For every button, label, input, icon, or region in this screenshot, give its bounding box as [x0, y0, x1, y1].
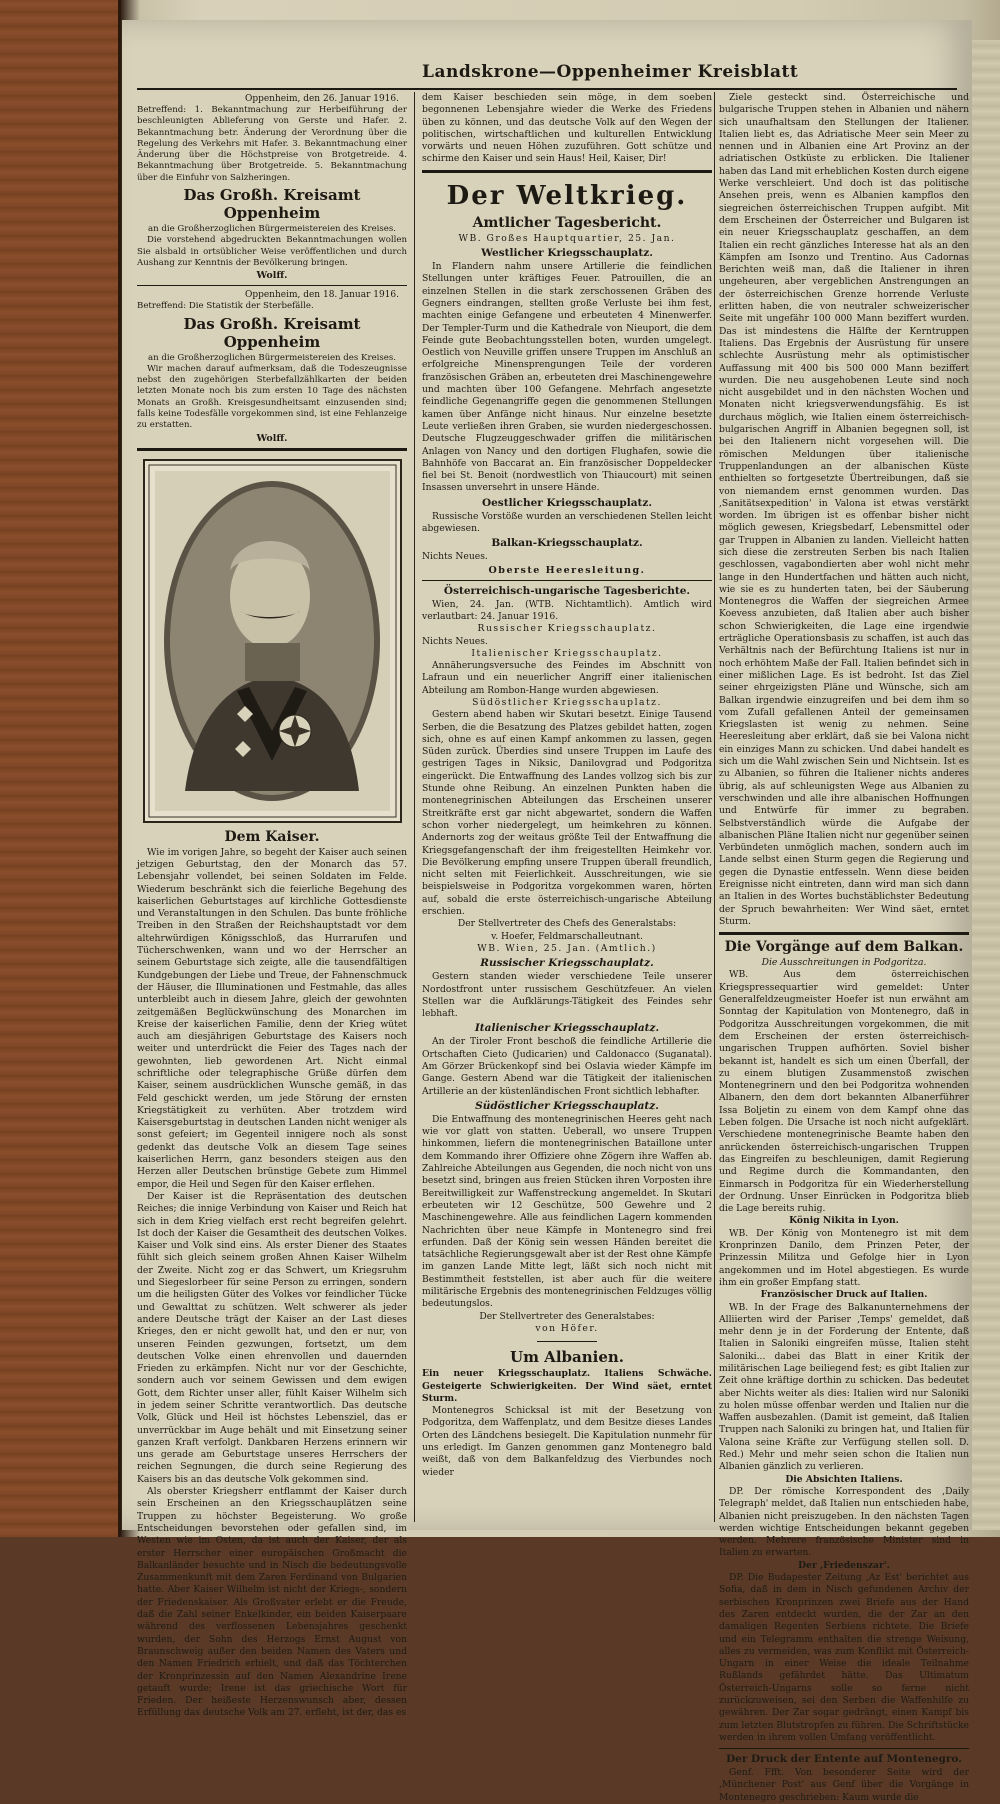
rus1-heading: Russischer Kriegsschauplatz. — [477, 623, 657, 635]
rus1-text: Nichts Neues. — [422, 635, 488, 647]
column-divider-2 — [714, 92, 715, 1522]
absichten-heading: Die Absichten Italiens. — [785, 1473, 903, 1485]
kaiser-paragraph-3: Als oberster Kriegsherr entflammt der Kaiser durch sein Erscheinen an den Kriegsschauplätzen seine Truppen zu höchster Begeisterung. Wo große Entscheidungen bevorstehen oder gefallen sind, im Westen wie im Osten, da ist auch der Kaiser, der als erster Herrscher einer europäischen Großmacht die Balkanländer besuchte und in Nisch die bedeutungsvolle Zusammenkunft mit dem Zaren Ferdinand von Bulgarien hatte. Aber Kaiser Wilhelm ist nicht der Kriegs-, sondern der Friedenskaiser. Als Großvater erlebt er die Freude, daß die Zahl seiner Enkelkinder, ein beiden Kaiserpaare während des verflossenen Lebensjahres geschenkt wurden, der Sohn des Herzogs Ernst August von Braunschweig außer den beiden Namen des Vaters und den Namen Friedrich erhielt, und daß das Töchterchen der Kronprinzessin auf den Namen Alexandrine Irene getauft wurde; Irene ist das griechische Wort für Frieden. Der heißeste Herzenswunsch aber, dessen Erfüllung das deutsche Volk am 27. erfleht, ist der, das es — [137, 1486, 407, 1719]
kaiser-portrait-illustration — [145, 461, 400, 821]
stv1-name: v. Hoefer, Feldmarschalleutnant. — [491, 930, 643, 942]
absichten-text: DP. Der römische Korrespondent des ,Daily Telegraph' meldet, daß Italien nun entschieden habe, Albanien nicht preiszugeben. In den nächsten Tagen werden wichtige Entscheidungen bekannt gegeben werden. Mehrere französische Minister sind in Italien zu erwarten. — [719, 1485, 969, 1559]
hauptquartier-line: WB. Großes Hauptquartier, 25. Jan. — [458, 232, 676, 244]
franz-druck-text: WB. In der Frage des Balkanunternehmens der Alliierten wird der Pariser ,Temps' gemeldet, daß mehr denn je in der Forderung der Entente, daß Italien in Saloniki eingreifen müsse, Italien steht Saloniki... dabei das Blatt in einer Kritik der militärischen Lage beiliegend fest; es gibt Italien zur Zeit ohne kräftige dorthin zu schicken. Das bedeutet aber Nichts weiter als dies: Italien wird nur Saloniki zu holen müsse offenbar werden und Italien nur die Waffen ausbezahlen. (Damit ist gemeint, daß Italien Truppen nach Saloniki zu bringen hat, und Italien für Valona seine Kräfte zur Verfügung stellen soll. D. Red.) Mehr und mehr seien schon die Italien nun Albanien gänzlich zu verlieren. — [719, 1301, 969, 1473]
sued2-text: Die Entwaffnung des montenegrinischen Heeres geht nach wie vor glatt von statten. Ueberall, wo unsere Truppen hinkommen, liefern die montenegrinischen Bataillone unter dem Kommando ihrer Offiziere ohne Zögern ihre Waffen ab. Zahlreiche Abteilungen aus Gegenden, die noch nicht von uns besetzt sind, bringen aus freien Stücken ihren Vorposten ihre Bereitwilligkeit zur Waffenstreckung angemeldet. In Skutari erbeuteten wir 12 Geschütze, 500 Gewehre und 2 Maschinengewehre. Alle aus feindlichen Lagern kommenden Nachrichten über neue Kämpfe in Montenegro sind frei erfunden. Daß der König sein wessen Händen bereitet die tatsächliche Regierungsgewalt aber ist der Rest ohne Kämpfe im ganzen Lande Mitte legt, läßt sich noch nicht mit Bestimmtheit feststellen, ist aber auch für die weitere militärische Ergebnis des montenegrinischen Feldzuges völlig bedeutungslos. — [422, 1113, 712, 1310]
book-spine — [0, 0, 121, 1537]
kaiser-continued-text: dem Kaiser beschieden sein möge, in dem soeben begonnenen Lebensjahre wieder die Werke des Friedens üben zu können, und das deutsche Volk auf den Wegen der politischen, wirtschaftlichen und kulturellen Entwicklung vorwärts und neuen Höhen zuzuführen. Gott schütze und schirme den Kaiser und sein Haus! Heil, Kaiser, Dir! — [422, 92, 712, 165]
albanien-divider — [537, 1341, 597, 1342]
weltkrieg-heading: Der Weltkrieg. — [446, 180, 688, 211]
masthead-rule — [137, 88, 957, 90]
sued2-heading: Südöstlicher Kriegsschauplatz. — [475, 1099, 659, 1112]
ost-heading: Oestlicher Kriegsschauplatz. — [481, 496, 653, 509]
sued1-heading: Südöstlicher Kriegsschauplatz. — [472, 696, 662, 708]
notice-divider — [137, 285, 407, 286]
oberste-heeresleitung: Oberste Heeresleitung. — [488, 564, 646, 576]
notice2-signature: Wolff. — [256, 432, 288, 444]
balkan-heading: Balkan-Kriegsschauplatz. — [491, 537, 643, 550]
kaiser-heading: Dem Kaiser. — [224, 828, 320, 845]
ital1-text: Annäherungsversuche des Feindes im Abschnitt von Lafraun und ein neuerlicher Angriff einer italienischen Abteilung am Rombon-Hange wurden abgewiesen. — [422, 660, 712, 696]
albanien-heading: Um Albanien. — [510, 1348, 624, 1367]
oeu-heading: Österreichisch-ungarische Tagesberichte. — [443, 584, 691, 597]
notice2-betreff: Betreffend: Die Statistik der Sterbefälle. — [137, 301, 314, 312]
ital2-text: An der Tiroler Front beschoß die feindliche Artillerie die Ortschaften Cieto (Judicarien) und Caldonacco (Suganatal). Am Görzer Brückenkopf sind bei Oslavia wieder Kämpfe im Gange. Gestern Abend war die Tätigkeit der italienischen Artillerie an der küstenländischen Front sichtlich lebhafter. — [422, 1036, 712, 1097]
column-3 — [719, 92, 969, 1804]
nikita-heading: König Nikita in Lyon. — [789, 1215, 899, 1227]
albanien-continued-text: Ziele gesteckt sind. Österreichische und bulgarische Truppen stehen in Albanien und nähern sich unaufhaltsam den Stellungen der Italiener. Italien liebt es, das Adriatische Meer sein Meer zu nennen und in Albanien eine Art Provinz an der adriatischen Ostküste zu erblicken. Die Italiener haben das Land mit erheblichen Kosten durch eigene Werke verschleiert. Und doch ist das politische Ansehen preis, wenn es Albanien kampflos den siegreichen österreichischen Truppen aufgibt. Mit dem Erscheinen der Österreicher und Bulgaren ist ein neuer Kriegsschauplatz geschaffen, an dem Italien ein recht gänzliches Interesse hat als an den Kämpfen am Isonzo und Trentino. Aus Cadornas Berichten weiß man, daß die Italiener in ihren ungeheuren, aber vergeblichen Anstrengungen an der österreichischen Grenze horrende Verluste erlitten haben, die von neutraler schweizerischer Seite mit ungefähr 100 000 Mann beziffert wurden. Das ist mindestens die Hälfte der Kerntruppen Italiens. Das Ergebnis der Ausrüstung für unsere schlechte Ausrüstung mehr als optimistischer Auffassung mit 400 bis 500 000 Mann beziffert wurden. Die neu ausgehobenen Leute sind noch nicht ausgebildet und in den nächsten Wochen und Monaten nicht kriegsverwendungsfähig. Es ist durchaus möglich, wie Italien einem österreichisch-bulgarischen Angriff in Albanien begegnen soll, ist bei den Italienern nicht vorgesehen will. Die römischen Meldungen über italienische Truppenlandungen an der albanischen Küste enthielten so fortgesetzte Übertreibungen, daß sie von niemandem ernst genommen wurden. Das ,Sanitätsexpedition' in Valona ist etwas verstärkt worden. Im übrigen ist es offenbar bisher nicht möglich gewesen, Kriegsbedarf, Lebensmittel oder gar Truppen in Albanien zu landen. Vielleicht hatten sich diese die zerstreuten Serben bis nach Italien geschlossen, vagabondierten aber wohl nicht mehr lange in den Hundertfachen und hätten auch nicht, wie sie es zu hunderten taten, bei der Säuberung Montenegros die Waffen der siegreichen Armee Koevess anzubieten, daß Italien aber auch bisher schon Schwierigkeiten, die Lage eine irgendwie erträgliche Operationsbasis zu schaffen, ist auch das Verhältnis nach der Befürchtung Italiens ist nur in noch erhöhtem Maße der Fall. Italien befindet sich in einer mißlichen Lage. Es ist bedroht. Ist das Ziel seiner ehrgeizigsten Pläne und Wünsche, sich am Balkan irgendwie einzugreifen und bei dem ihm so vom Zufall gefallenen Anteil der gemeinsamen Kriegslasten ist wenig zu nehmen. Seine Heeresleitung aber erklärt, daß sie bei Valona nicht ein einziges Mann zu schicken. Und dabei handelt es sich um die Wahl zwischen Sein und Nichtsein. Ist es zu Albanien, so führen die Italiener nichts anderes übrig, als auf schleunigsten Wege aus Albanien zu verschwinden und alle ihre albanischen Hoffnungen und Entwürfe für immer zu begraben. Selbstverständlich würde die Aufgabe der albanischen Pläne Italien nicht nur gegenüber seinen Verbündeten unmöglich machen, sondern auch im Lande selbst einen Sturm gegen die Regierung und gegen die Dynastie entfesseln. Wenn diese beiden Ereignisse nicht eintreten, dann wird man sich dann an Italien in des Wortes buchstäblichster Bedeutung der Spruch bewahrheiten: Wer Wind säet, erntet Sturm. — [719, 92, 969, 927]
rus2-heading: Russischer Kriegsschauplatz. — [480, 957, 654, 970]
franz-druck-heading: Französischer Druck auf Italien. — [760, 1289, 928, 1301]
stv1-label: Der Stellvertreter des Chefs des Generalstabs: — [457, 918, 677, 930]
notice1-date: Oppenheim, den 26. Januar 1916. — [244, 94, 399, 104]
notice2-heading: Das Großh. Kreisamt Oppenheim — [183, 314, 361, 351]
kaiser-portrait — [143, 459, 402, 823]
ausschreitungen-heading: Die Ausschreitungen in Podgoritza. — [761, 957, 927, 969]
ital2-heading: Italienischer Kriegsschauplatz. — [474, 1022, 660, 1035]
balkan-top-rule — [719, 932, 969, 935]
vorgaenge-heading: Die Vorgänge auf dem Balkan. — [724, 939, 964, 956]
west-text: In Flandern nahm unsere Artillerie die feindlichen Stellungen unter kräftiges Feuer. Patrouillen, die an einzelnen Stellen in die stark zerschossenen Gräben des Gegners eindrangen, stellten große Verluste bei ihm fest, machten einige Gefangene und erbeuteten 4 Minenwerfer. Der Templer-Turm und die Kathedrale von Nieuport, die dem Feinde gute Beobachtungsstellen boten, wurden umgelegt. Oestlich von Neuville griffen unsere Truppen im Anschluß an erfolgreiche Minensprengungen Teile der vorderen französischen Gräben an, erbeuteten drei Maschinengewehre und machten über 100 Gefangene. Mehrfach angesetzte feindliche Gegenangriffe gegen die genommenen Stellungen kamen über Anfänge nicht hinaus. Nur einzelne besetzte Leute verließen ihren Graben, sie wurden niedergeschossen. Deutsche Flugzeuggeschwader griffen die militärischen Anlagen von Nancy und den dortigen Flughafen, sowie die Bahnhöfe von Baccarat an. Ein französischer Doppeldecker fiel bei St. Benoit (nordwestlich von Thiaucourt) mit seinen Insassen unversehrt in unsere Hände. — [422, 261, 712, 494]
notice1-recipient: an die Großherzoglichen Bürgermeistereien des Kreises. — [147, 224, 397, 235]
portrait-top-rule — [137, 448, 407, 451]
druck-divider — [719, 1748, 969, 1749]
column-2 — [422, 92, 712, 1479]
albanien-text: Montenegros Schicksal ist mit der Besetzung von Podgoritza, dem Waffenplatz, und dem Besitze dieses Landes Orten des Ländchens besiegelt. Die Kapitulation nunmehr für uns erledigt. Im Ganzen genommen ganz Montenegro bald weißt, daß von dem Balkanfeldzug des Vierbundes noch wieder — [422, 1405, 712, 1478]
druck-entente-text: Genf. Ffft. Von besonderer Seite wird der ,Münchener Post' aus Genf über die Vorgänge in Montenegro geschrieben: Kaum wurde die — [719, 1767, 969, 1803]
nikita-text: WB. Der König von Montenegro ist mit dem Kronprinzen Danilo, dem Prinzen Peter, der Prinzessin Militza und Gefolge hier in Lyon angekommen und im Hotel abgestiegen. Es wurde ihm ein großer Empfang statt. — [719, 1227, 969, 1288]
stv2-name: von Höfer. — [535, 1322, 599, 1334]
notice2-body: Wir machen darauf aufmerksam, daß die Todeszeugnisse nebst den zugehörigen Sterbefallzählkarten der beiden letzten Monate noch bis zum ersten 10 Tage des nächsten Monats an Großh. Kreisgesundheitsamt einzusenden sind; falls keine Todesfälle vorgekommen sind, ist eine Fehlanzeige zu erstatten. — [137, 363, 407, 431]
notice1-body: Die vorstehend abgedruckten Bekanntmachungen wollen Sie alsbald in ortsüblicher Weise veröffentlichen und durch Aushang zur Kenntnis der Bevölkerung bringen. — [137, 235, 407, 268]
sued1-text: Gestern abend haben wir Skutari besetzt. Einige Tausend Serben, die die Besatzung des Platzes gebildet hatten, zogen sich, ohne es auf einen Kampf ankommen zu lassen, gegen Süden zurück. Überdies sind unsere Truppen im Laufe des gestrigen Tages in Niksic, Danilovgrad und Podgoritza eingerückt. Die Entwaffnung des Landes vollzog sich bis zur Stunde ohne Reibung. An einzelnen Punkten haben die montenegrinischen Abteilungen das Erscheinen unserer Streitkräfte erst gar nicht abgewartet, sondern die Waffen schon vorher niedergelegt, um heimkehren zu können. Andernorts zog der weitaus größte Teil der Entwaffnung die Kriegsgefangenschaft der ihm freigestellten Heimkehr vor. Die Bevölkerung empfing unsere Truppen überall freundlich, nicht selten mit Feierlichkeit. Ausschreitungen, wie sie beispielsweise in Podgoritza vorgekommen waren, hörten auf, sobald die erste österreichisch-ungarische Abteilung erschien. — [422, 709, 712, 918]
notice1-heading: Das Großh. Kreisamt Oppenheim — [183, 186, 361, 223]
masthead: Landskrone—Oppenheimer Kreisblatt — [422, 62, 799, 82]
wb2-line: WB. Wien, 25. Jan. (Amtlich.) — [477, 942, 657, 954]
ost-text: Russische Vorstöße wurden an verschiedenen Stellen leicht abgewiesen. — [422, 510, 712, 535]
notice1-betreff: Betreffend: 1. Bekanntmachung zur Herbeiführung der beschleunigten Ablieferung von Gerste und Hafer. 2. Bekanntmachung betr. Änderung der Verordnung über die Regelung des Verkehrs mit Hafer. 3. Bekanntmachung einer Änderung über die Höchstpreise von Brotgetreide. 4. Bekanntmachung über Brotgetreide. 5. Bekanntmachung über die Einfuhr von Salzheringen. — [137, 105, 407, 183]
oeu-divider — [422, 580, 712, 581]
kaiser-paragraph-1: Wie im vorigen Jahre, so begeht der Kaiser auch seinen jetzigen Geburtstag, den der Monarch das 57. Lebensjahr vollendet, bei seinen Soldaten im Felde. Wiederum beschränkt sich die feierliche Begehung des kaiserlichen Geburtstages auf kirchliche Gottesdienste und Veranstaltungen in den Schulen. Das bunte fröhliche Treiben in den Straßen der Reichshauptstadt vor dem altehrwürdigen Königsschloß, das Hurrarufen und Tücherschwenken, wann und wo der Herrscher an seinem Geburtstage sich zeigte, alle die tausendfältigen Kundgebungen der Liebe und Treue, der Fahnenschmuck der Häuser, die Illuminationen und Festmahle, das alles unterbleibt auch in diesem Jahre, gleich der gewohnten zeitgemäßen Beglückwünschung des Monarchen im Kreise der kaiserlichen Familie, denn der Krieg wütet auch am diesjährigen Geburtstage des Kaisers noch weiter und unterdrückt die Feier des Tages nach der gewohnten, lieb gewordenen Art. Nicht einmal schriftliche oder telegraphische Grüße dürfen dem Kaiser, seinem ausdrücklichen Wunsche gemäß, in das Feld geschickt werden, um jede Störung der ernsten Kriegstätigkeit zu verhüten. Aber trotzdem wird Kaisersgeburtstag in deutschen Landen nicht weniger als sonst gefeiert; im Gegenteil innigere noch als sonst gedenkt das deutsche Volk an diesem Tage seines kaiserlichen Herrn, ganz besonders steigen aus den Herzen aller Deutschen brünstige Gebete zum Himmel empor, die Heil und Segen für den Kaiser erflehen. — [137, 846, 407, 1190]
notice2-recipient: an die Großherzoglichen Bürgermeistereien des Kreises. — [147, 352, 397, 363]
notice2-date: Oppenheim, den 18. Januar 1916. — [244, 290, 399, 301]
friedenszar-heading: Der ,Friedenszar'. — [798, 1559, 890, 1571]
column-divider-1 — [414, 92, 415, 1522]
newspaper-page — [122, 20, 972, 1803]
rus2-text: Gestern standen wieder verschiedene Teile unserer Nordostfront unter russischem Geschützfeuer. An vielen Stellen war die Aufklärungs-Tätigkeit des Feindes sehr lebhaft. — [422, 971, 712, 1020]
kaiser-paragraph-2: Der Kaiser ist die Repräsentation des deutschen Reiches; die innige Verbindung von Kaiser und Reich hat sich in dem Krieg vielfach erst recht begreifen gelehrt. Ist doch der Kaiser die Gesamtheit des deutschen Volkes. Kaiser und Volk sind eins. Als erster Diener des Staates fühlt sich gleich seinem großen Ahnen Kaiser Wilhelm der Zweite. Nicht zog er das Schwert, um Kriegsruhm und Siegeslorbeer für seine Person zu erringen, sondern um die heiligsten Güter des Volkes vor feindlicher Tücke und Gewalttat zu schützen. Welt schwerer als jeder andere Deutsche trägt der Kaiser an der Last dieses Krieges, den er nicht gewollt hat, und den er nur, von unseren Feinden gezwungen, fortsetzt, um dem deutschen Volke einen ehrenvollen und dauernden Frieden zu erkämpfen. Nicht nur vor der Geschichte, sondern auch vor seinem Gewissen und dem ewigen Gott, dem Richter unser aller, fühlt Kaiser Wilhelm sich in jedem seiner Schritte verantwortlich. Das deutsche Volk, Glück und Heil ist höchstes Lebensziel, das er unverrückbar im Auge behält und mit Einsetzung seiner ganzen Kraft verfolgt. Dankbaren Herzens erinnern wir uns gerade am Geburtstage unseres Herrschers der reichen Segnungen, die durch seine Regierung des Kaisers bis an das deutsche Volk gekommen sind. — [137, 1190, 407, 1485]
friedenszar-text: DP. Die Budapester Zeitung ,Az Est' berichtet aus Sofia, daß in dem in Nisch gefundenen Archiv der serbischen Kronprinzen zwei Briefe aus der Hand des Zaren entdeckt wurden, die der Zar an den damaligen Regenten Serbiens richtete. Die Briefe und ein Telegramm enthalten die strenge Weisung, alles zu vermeiden, was zum Konflikt mit Österreich-Ungarn in einer Weise die ideale Teilnahme Rußlands gefährdet hätte. Das Ultimatum Österreich-Ungarns solle so ferne nicht zurückzuweisen, sei den Serben die Waffenhilfe zu gewähren. Der Zar sogar gedrängt, einen Kampf bis zum letzten Blutstropfen zu führen. Die Schriftstücke werden in ihrem vollen Umfang veröffentlicht. — [719, 1572, 969, 1743]
druck-entente-heading: Der Druck der Entente auf Montenegro. — [726, 1753, 962, 1766]
tagesbericht-heading: Amtlicher Tagesbericht. — [472, 214, 662, 231]
west-heading: Westlicher Kriegsschauplatz. — [481, 247, 653, 260]
stv2-label: Der Stellvertreter des Generalstabes: — [479, 1310, 655, 1322]
balkan-text: Nichts Neues. — [422, 551, 488, 563]
ausschreitungen-text: WB. Aus dem österreichischen Kriegspressequartier wird gemeldet: Unter Generalfeldzeugmeister Hoefer ist nun erwähnt am Sonntag der Kapitulation von Montenegro, daß in Podgoritza Ausschreitungen vorgekommen, die mit dem Erscheinen der ersten österreichisch-ungarischen Truppen aufhörten. Soviel bisher bekannt ist, handelt es sich um einen Überfall, der zu einem blutigen Zusammenstoß zwischen Montenegrinern und den bei Podgoritza wohnenden Albanern, den dem dort bekannten Albanerführer Issa Boljetin zu einem von dem Kampf ohne das Leben folgen. Die Ursache ist noch nicht aufgeklärt. Verschiedene montenegrinische Beamte haben den anrückenden österreichisch-ungarischen Truppen das Eingreifen zu beschleunigen, damit Regierung und Regime durch die Kommandanten, den Einmarsch in Podgoritza für ein Wiederherstellung der Ordnung. Unser Einrücken in Podgoritza blieb die Lage bereits ruhig. — [719, 969, 969, 1215]
weltkrieg-top-rule — [422, 170, 712, 173]
oeu-intro: Wien, 24. Jan. (WTB. Nichtamtlich). Amtlich wird verlautbart: 24. Januar 1916. — [422, 598, 712, 622]
column-1 — [137, 92, 407, 1720]
ital1-heading: Italienischer Kriegsschauplatz. — [471, 647, 663, 659]
albanien-subheading: Ein neuer Kriegsschauplatz. Italiens Schwäche. Gesteigerte Schwierigkeiten. Der Wind säet, erntet Sturm. — [422, 1368, 712, 1404]
notice1-signature: Wolff. — [256, 270, 288, 282]
